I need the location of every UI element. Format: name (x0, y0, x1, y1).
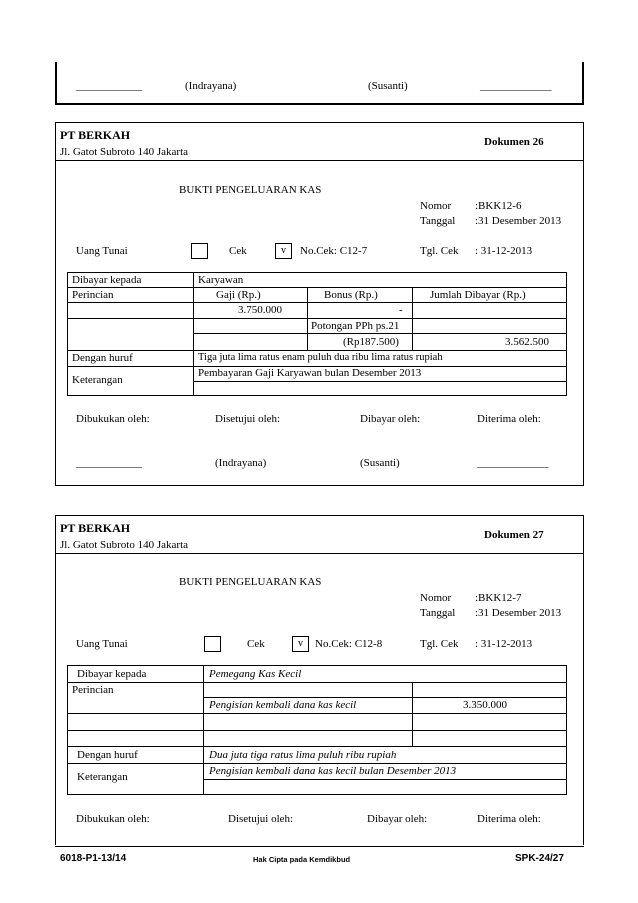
doc26-row-line (67, 350, 567, 351)
doc27-keterangan-label: Keterangan (77, 771, 128, 783)
doc27-dibayar-kepada-label: Dibayar kepada (77, 668, 147, 680)
doc27-row-line (203, 697, 567, 698)
doc26-dibukukan-label: Dibukukan oleh: (76, 413, 150, 425)
top-strip-right-border (582, 62, 584, 104)
doc27-diterima-label: Diterima oleh: (477, 813, 541, 825)
doc26-sig-diterima: _____________ (477, 457, 549, 469)
doc26-gaji-value: 3.750.000 (238, 304, 282, 316)
doc27-tanggal-label: Tanggal (420, 607, 456, 619)
doc27-row-line (203, 779, 567, 780)
doc26-perincian-label: Perincian (72, 289, 114, 301)
doc26-tanggal-value: :31 Desember 2013 (475, 215, 562, 227)
top-sig-dibukukan: ____________ (76, 80, 142, 92)
doc27-nomor-value: :BKK12-7 (475, 592, 522, 604)
doc26-header-divider (55, 160, 584, 161)
doc27-uang-tunai-checkbox[interactable] (204, 636, 221, 652)
doc26-col-jumlah: Jumlah Dibayar (Rp.) (430, 289, 526, 301)
doc26-table-col-divider (193, 272, 194, 396)
top-sig-indrayana: (Indrayana) (185, 80, 237, 92)
doc27-dibukukan-label: Dibukukan oleh: (76, 813, 150, 825)
doc27-nomor-label: Nomor (420, 592, 452, 604)
doc27-perincian-label: Perincian (72, 684, 114, 696)
doc27-disetujui-label: Disetujui oleh: (228, 813, 294, 825)
doc26-nomor-label: Nomor (420, 200, 452, 212)
doc26-jumlah-value: 3.562.500 (505, 336, 549, 348)
doc26-diterima-label: Diterima oleh: (477, 413, 541, 425)
doc26-row-line (67, 302, 567, 303)
doc26-dibayar-kepada-label: Dibayar kepada (72, 274, 142, 286)
doc26-sig-susanti: (Susanti) (360, 457, 400, 469)
doc27-row-line (67, 746, 567, 747)
doc26-address: Jl. Gatot Subroto 140 Jakarta (60, 146, 189, 158)
doc27-dengan-huruf-value: Dua juta tiga ratus lima puluh ribu rupiah (209, 749, 397, 761)
doc26-keterangan-value: Pembayaran Gaji Karyawan bulan Desember 2013 (198, 367, 422, 379)
doc27-dibayar-oleh-label: Dibayar oleh: (367, 813, 428, 825)
doc27-tanggal-value: :31 Desember 2013 (475, 607, 562, 619)
doc26-tanggal-label: Tanggal (420, 215, 456, 227)
doc27-address: Jl. Gatot Subroto 140 Jakarta (60, 539, 189, 551)
doc26-bonus-dash: - (399, 304, 403, 316)
doc27-row-line (67, 713, 567, 714)
doc27-tgl-cek-label: Tgl. Cek (420, 638, 459, 650)
doc26-row-line (193, 333, 567, 334)
doc26-row-line (67, 287, 567, 288)
footer-copyright: Hak Cipta pada Kemdikbud (253, 855, 351, 864)
top-strip-left-border (55, 62, 57, 104)
doc26-tgl-cek-value: : 31-12-2013 (475, 245, 533, 257)
doc26-dibayar-kepada-value: Karyawan (198, 274, 244, 286)
doc26-tgl-cek-label: Tgl. Cek (420, 245, 459, 257)
doc26-title: BUKTI PENGELUARAN KAS (179, 184, 322, 196)
footer-page: SPK-24/27 (515, 853, 564, 864)
doc27-cek-checkbox[interactable]: v (292, 636, 309, 652)
doc27-no-cek: No.Cek: C12-8 (315, 638, 383, 650)
doc26-row-line (67, 318, 567, 319)
doc27-row-line (67, 682, 567, 683)
doc26-disetujui-label: Disetujui oleh: (215, 413, 281, 425)
doc27-table-col2 (412, 682, 413, 746)
doc26-dengan-huruf-label: Dengan huruf (72, 352, 133, 364)
doc27-pengisian-value: 3.350.000 (463, 699, 507, 711)
doc26-col-gaji: Gaji (Rp.) (216, 289, 261, 301)
doc27-keterangan-value: Pengisian kembali dana kas kecil bulan Desember 2013 (209, 765, 457, 777)
doc26-sig-dibukukan: ____________ (76, 457, 142, 469)
doc27-uang-tunai-label: Uang Tunai (76, 638, 128, 650)
doc27-title: BUKTI PENGELUARAN KAS (179, 576, 322, 588)
doc26-col-bonus: Bonus (Rp.) (324, 289, 378, 301)
doc27-tgl-cek-value: : 31-12-2013 (475, 638, 533, 650)
top-sig-diterima: _____________ (480, 80, 552, 92)
doc26-uang-tunai-label: Uang Tunai (76, 245, 128, 257)
doc27-dibayar-kepada-value: Pemegang Kas Kecil (209, 668, 302, 680)
doc26-doc-label: Dokumen 26 (484, 136, 544, 148)
doc26-keterangan-label: Keterangan (72, 374, 123, 386)
doc27-cek-label: Cek (247, 638, 265, 650)
doc27-row-line (67, 730, 567, 731)
doc27-doc-label: Dokumen 27 (484, 529, 544, 541)
doc27-header-divider (55, 553, 584, 554)
doc26-nomor-value: :BKK12-6 (475, 200, 522, 212)
doc26-potongan-label: Potongan PPh ps.21 (311, 320, 400, 332)
doc27-company: PT BERKAH (60, 521, 131, 535)
doc26-cek-checkbox[interactable]: v (275, 243, 292, 259)
doc27-pengisian-label: Pengisian kembali dana kas kecil (209, 699, 357, 711)
doc26-sig-indrayana: (Indrayana) (215, 457, 267, 469)
doc26-uang-tunai-checkbox[interactable] (191, 243, 208, 259)
top-strip-bottom-border (55, 103, 584, 105)
doc26-row-line (193, 381, 567, 382)
doc27-row-line (67, 763, 567, 764)
footer-code: 6018-P1-13/14 (60, 853, 127, 864)
top-sig-susanti: (Susanti) (368, 80, 408, 92)
doc27-dengan-huruf-label: Dengan huruf (77, 749, 138, 761)
doc26-dengan-huruf-value: Tiga juta lima ratus enam puluh dua ribu lima ratus rupiah (198, 352, 443, 363)
doc26-no-cek: No.Cek: C12-7 (300, 245, 368, 257)
doc26-company: PT BERKAH (60, 128, 131, 142)
footer-rule (55, 846, 584, 847)
doc26-potongan-value: (Rp187.500) (343, 336, 399, 348)
doc26-cek-label: Cek (229, 245, 247, 257)
doc26-dibayar-oleh-label: Dibayar oleh: (360, 413, 421, 425)
